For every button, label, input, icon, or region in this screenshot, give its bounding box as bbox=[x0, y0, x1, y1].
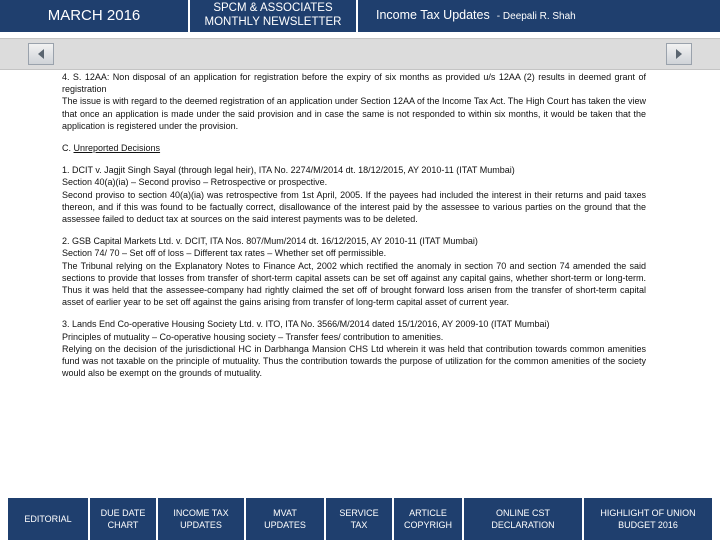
newsletter-content bbox=[62, 71, 646, 379]
cst-label-1: ONLINE CST bbox=[495, 508, 550, 518]
article-label-1: ARTICLE bbox=[409, 508, 447, 518]
editorial-label: EDITORIAL bbox=[24, 514, 72, 524]
budget-highlights-button[interactable] bbox=[584, 498, 712, 540]
arrow-right-icon bbox=[673, 48, 685, 60]
budget-label-2: BUDGET 2016 bbox=[618, 520, 678, 530]
article-copyright-button[interactable] bbox=[394, 498, 462, 540]
due-date-chart-button[interactable] bbox=[90, 498, 156, 540]
online-cst-declaration-button[interactable] bbox=[464, 498, 582, 540]
arrow-left-icon bbox=[35, 48, 47, 60]
case3-subtitle: Principles of mutuality – Co-operative housing society – Transfer fees/ contribution to amenities. bbox=[62, 331, 444, 342]
cst-label-2: DECLARATION bbox=[491, 520, 555, 530]
newsletter-name: MONTHLY NEWSLETTER bbox=[204, 16, 342, 28]
service-tax-label-2: TAX bbox=[350, 520, 368, 530]
section-c-title: Unreported Decisions bbox=[73, 143, 161, 154]
firm-name: SPCM & ASSOCIATES bbox=[213, 2, 333, 14]
mvat-label-1: MVAT bbox=[273, 508, 297, 518]
case1-body: Second proviso to section 40(a)(ia) was retrospective from 1st April, 2005. If the payees had included the interest in their returns and paid taxes thereon, and if this was found to be factually correct, disallowance of the interest paid by the assessee to various parties on the ground that the assessee failed to deduct tax at sources on the said interest payments was to be deleted. bbox=[62, 189, 646, 225]
budget-label-1: HIGHLIGHT OF UNION bbox=[600, 508, 696, 518]
mvat-updates-button[interactable] bbox=[246, 498, 324, 540]
item4-body: The issue is with regard to the deemed registration of an application under Section 12AA of the Income Tax Act. The High Court has taken the view that once an application is made under the said provision and in case the same is not responded to within six months, it would be taken that the application is registered under the provision. bbox=[62, 96, 646, 131]
article-label-2: COPYRIGH bbox=[403, 520, 452, 530]
section-heading bbox=[358, 0, 720, 32]
case2-title: 2. GSB Capital Markets Ltd. v. DCIT, ITA Nos. 807/Mum/2014 dt. 16/12/2015, AY 2010-11 (ITAT Mumbai) bbox=[62, 236, 478, 247]
footer-nav bbox=[0, 498, 720, 540]
editorial-button[interactable] bbox=[8, 498, 88, 540]
service-tax-label-1: SERVICE bbox=[339, 508, 379, 518]
income-tax-updates-button[interactable] bbox=[158, 498, 244, 540]
case3-title: 3. Lands End Co-operative Housing Society Ltd. v. ITO, ITA No. 3566/M/2014 dated 15/1/2016, AY 2009-10 (ITAT Mumbai) bbox=[62, 319, 550, 330]
income-tax-label-2: UPDATES bbox=[180, 520, 222, 530]
issue-month: MARCH 2016 bbox=[0, 0, 188, 32]
case2-body: The Tribunal relying on the Explanatory Notes to Finance Act, 2002 which rectified the anomaly in section 70 and section 74 amended the said sections to provide that losses from transfer of short-term capital assets can be set off against any capital gains, whether short-term or long-term. Thus it was held that the assessee-company had rightly claimed the set off of brought forward loss arisen from the transfer of short-term capital asset of earlier year to be set off against the gains arising from transfer of long-term capital asset of current year. bbox=[62, 260, 646, 308]
mvat-label-2: UPDATES bbox=[264, 520, 306, 530]
due-date-label-1: DUE DATE bbox=[100, 508, 146, 518]
case2-subtitle: Section 74/ 70 – Set off of loss – Different tax rates – Whether set off permissible. bbox=[62, 248, 387, 259]
slide-nav-bar bbox=[0, 38, 720, 70]
section-title: Income Tax Updates bbox=[376, 8, 490, 22]
due-date-label-2: CHART bbox=[107, 520, 139, 530]
previous-page-button[interactable] bbox=[28, 43, 54, 65]
income-tax-label-1: INCOME TAX bbox=[173, 508, 229, 518]
newsletter-header bbox=[0, 0, 720, 32]
case3-body: Relying on the decision of the jurisdictional HC in Darbhanga Mansion CHS Ltd wherein it was held that contribution towards common amenities fund was not taxable on the principle of mutuality. Thus the contribution towards the purpose of utilization for the common amenities of the society would also be exempt on the grounds of mutuality. bbox=[62, 343, 646, 379]
section-c-prefix: C. bbox=[62, 143, 74, 154]
firm-title bbox=[190, 0, 356, 32]
next-page-button[interactable] bbox=[666, 43, 692, 65]
item4-title: 4. S. 12AA: Non disposal of an application for registration before the expiry of six months as provided u/s 12AA (2) results in deemed grant of registration bbox=[62, 72, 646, 95]
case1-title: 1. DCIT v. Jagjit Singh Sayal (through legal heir), ITA No. 2274/M/2014 dt. 18/12/2015, AY 2010-11 (ITAT Mumbai) bbox=[62, 165, 515, 176]
service-tax-button[interactable] bbox=[326, 498, 392, 540]
case1-subtitle: Section 40(a)(ia) – Second proviso – Retrospective or prospective. bbox=[62, 177, 328, 188]
section-author: - Deepali R. Shah bbox=[496, 11, 576, 22]
section-c-heading bbox=[62, 142, 646, 154]
